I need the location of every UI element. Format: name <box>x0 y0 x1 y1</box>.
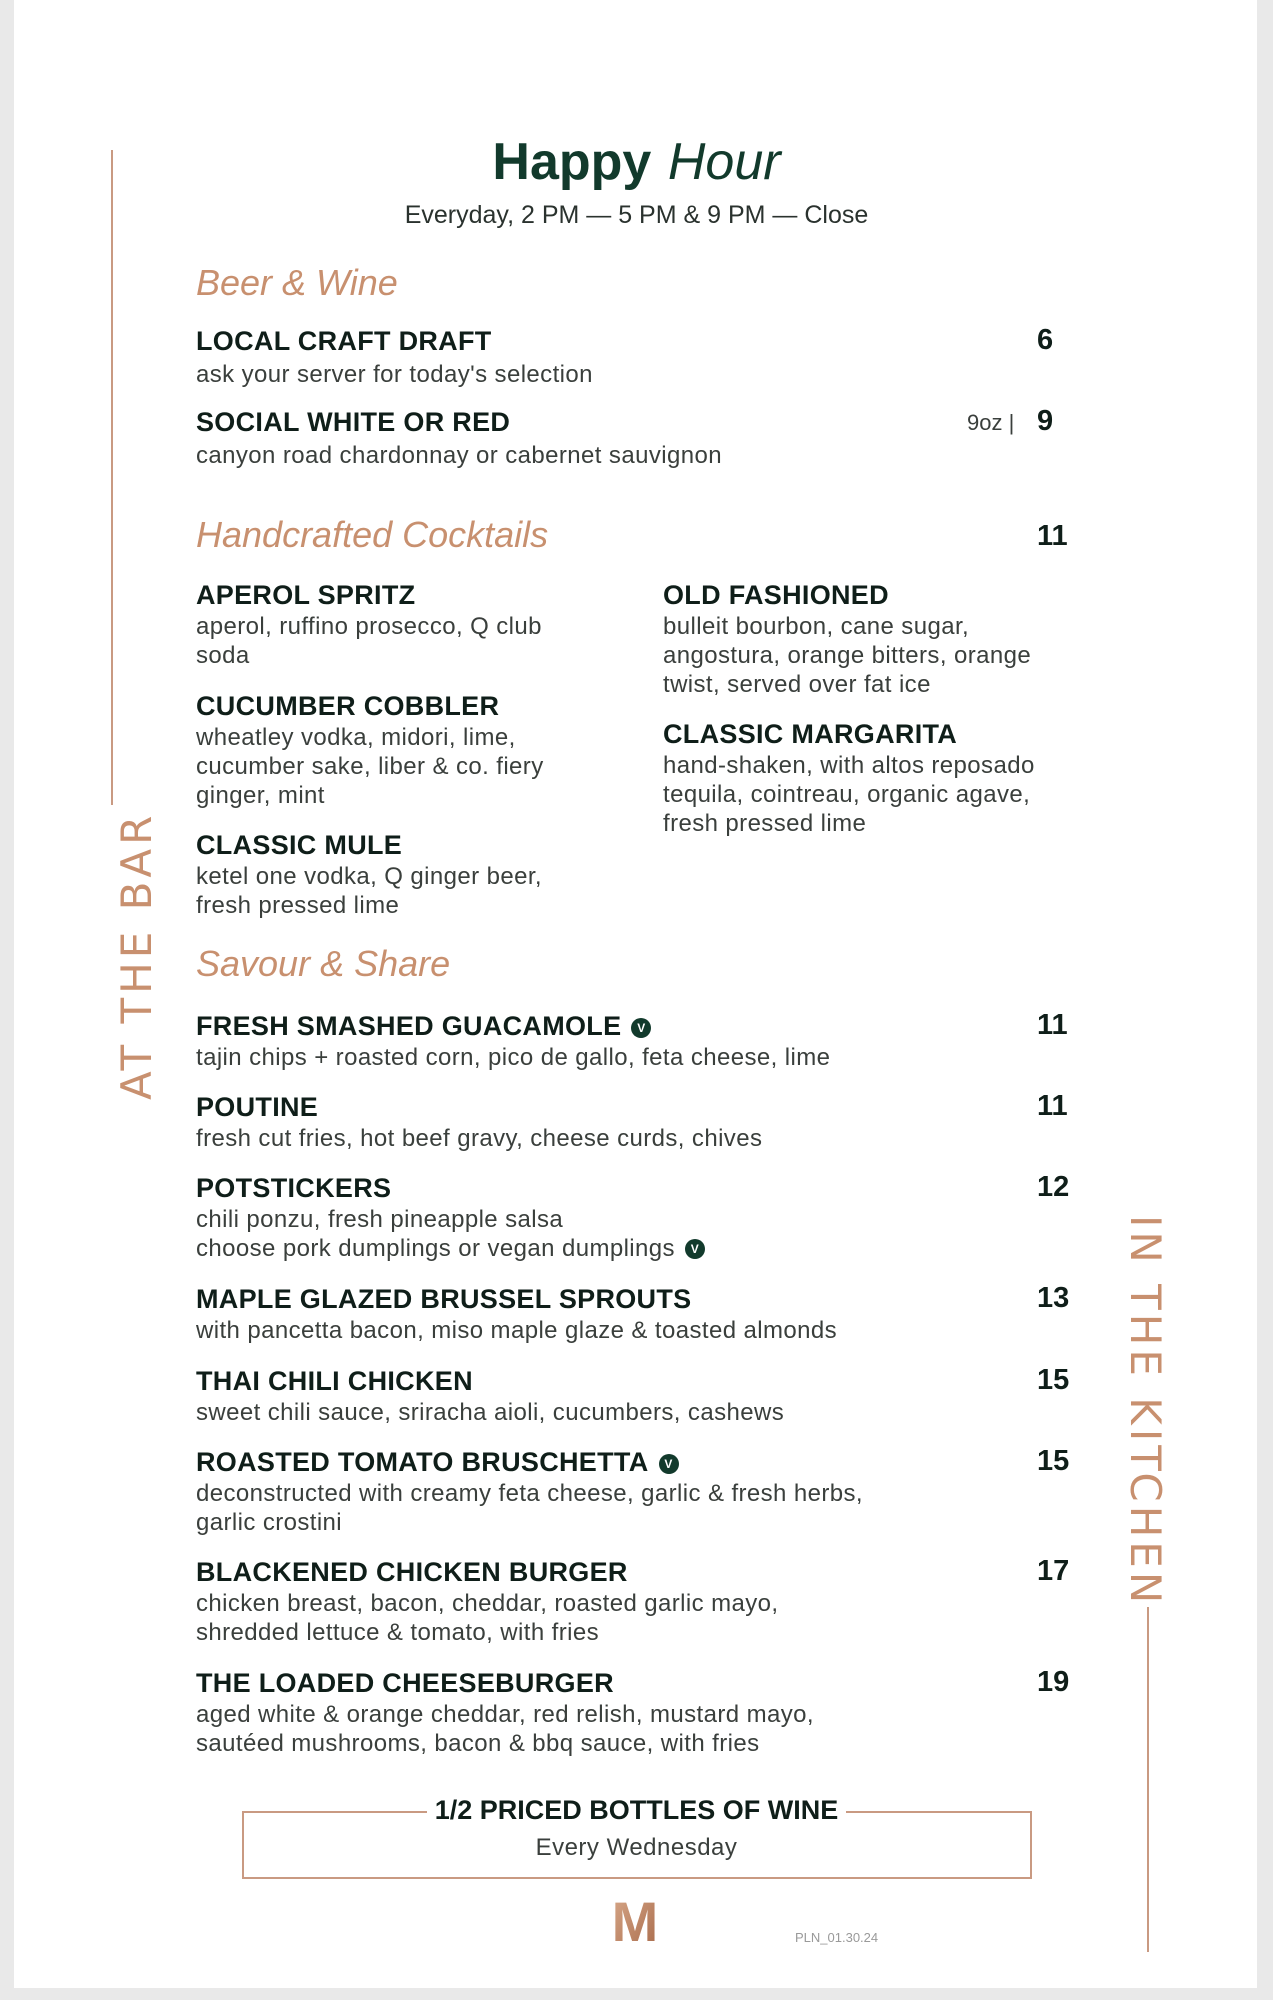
item-name: ROASTED TOMATO BRUSCHETTA V <box>196 1445 863 1479</box>
menu-item <box>196 828 596 920</box>
item-desc: with pancetta bacon, miso maple glaze & toasted almonds <box>196 1317 838 1344</box>
item-price: 19 <box>1037 1666 1070 1698</box>
menu-code: PLN_01.30.24 <box>795 1930 879 1945</box>
item-name: MAPLE GLAZED BRUSSEL SPROUTS <box>196 1284 692 1314</box>
menu-item <box>663 717 1083 838</box>
side-label-at-the-bar: AT THE BAR <box>112 811 161 1100</box>
item-price: 11 <box>1037 1090 1068 1122</box>
section-heading-savour-share: Savour & Share <box>196 943 451 984</box>
item-name: THAI CHILI CHICKEN <box>196 1366 473 1396</box>
item-name: APEROL SPRITZ <box>196 580 416 610</box>
side-label-in-the-kitchen: IN THE KITCHEN <box>1121 1215 1170 1608</box>
left-vertical-rule <box>111 150 113 805</box>
item-desc: deconstructed with creamy feta cheese, garlic & fresh herbs, <box>196 1480 863 1507</box>
menu-item <box>196 1171 705 1263</box>
promo-subtitle: Every Wednesday <box>535 1834 738 1861</box>
item-desc-line2: shredded lettuce & tomato, with fries <box>196 1619 599 1646</box>
item-price: 15 <box>1037 1445 1070 1477</box>
menu-item <box>663 578 1083 699</box>
item-desc-line2: garlic crostini <box>196 1509 343 1536</box>
menu-item <box>196 324 593 389</box>
item-name: FRESH SMASHED GUACAMOLE V <box>196 1009 830 1043</box>
menu-item <box>196 1282 837 1345</box>
title-italic: Hour <box>667 133 781 191</box>
section-heading-cocktails: Handcrafted Cocktails <box>196 514 549 555</box>
item-name: LOCAL CRAFT DRAFT <box>196 326 492 356</box>
menu-item <box>196 1090 762 1153</box>
item-price: 12 <box>1037 1171 1070 1203</box>
item-desc: wheatley vodka, midori, lime, cucumber sake, liber & co. fiery ginger, mint <box>196 724 544 809</box>
vegan-icon: V <box>659 1454 679 1474</box>
menu-item <box>196 1364 784 1427</box>
item-name: CLASSIC MARGARITA <box>663 719 958 749</box>
item-desc: aperol, ruffino prosecco, Q club soda <box>196 613 542 669</box>
cocktails-price: 11 <box>1037 520 1068 552</box>
item-desc: aged white & orange cheddar, red relish, mustard mayo, <box>196 1701 814 1728</box>
brand-logo <box>606 1893 664 1945</box>
item-name: CUCUMBER COBBLER <box>196 691 500 721</box>
page-title <box>0 132 1273 192</box>
item-name: CLASSIC MULE <box>196 830 403 860</box>
menu-item <box>196 578 596 670</box>
item-size: 9oz | <box>967 410 1015 435</box>
item-desc-line2: sautéed mushrooms, bacon & bbq sauce, with fries <box>196 1730 760 1757</box>
item-desc: canyon road chardonnay or cabernet sauvignon <box>196 442 722 469</box>
item-desc: fresh cut fries, hot beef gravy, cheese curds, chives <box>196 1125 763 1152</box>
vegan-icon: V <box>685 1239 705 1259</box>
vegan-icon: V <box>631 1018 651 1038</box>
item-desc: ask your server for today's selection <box>196 361 593 388</box>
item-name: POUTINE <box>196 1092 319 1122</box>
item-desc: sweet chili sauce, sriracha aioli, cucumbers, cashews <box>196 1399 785 1426</box>
menu-item <box>196 405 722 470</box>
promo-title: 1/2 PRICED BOTTLES OF WINE <box>434 1795 839 1825</box>
item-desc: chili ponzu, fresh pineapple salsa <box>196 1206 564 1233</box>
item-price: 17 <box>1037 1555 1070 1587</box>
menu-item <box>196 1009 830 1072</box>
menu-item <box>196 1555 778 1647</box>
section-heading-beer-wine: Beer & Wine <box>196 262 398 303</box>
menu-item <box>196 1445 863 1537</box>
item-price: 11 <box>1037 1009 1068 1041</box>
menu-item <box>196 689 596 810</box>
item-desc-line2: choose pork dumplings or vegan dumplings V <box>196 1234 705 1263</box>
hours-subtitle: Everyday, 2 PM — 5 PM & 9 PM — Close <box>404 201 869 229</box>
item-price: 9 <box>1037 405 1054 437</box>
item-name: THE LOADED CHEESEBURGER <box>196 1668 614 1698</box>
item-name: BLACKENED CHICKEN BURGER <box>196 1557 628 1587</box>
item-desc: ketel one vodka, Q ginger beer, fresh pressed lime <box>196 863 542 919</box>
item-price: 15 <box>1037 1364 1070 1396</box>
item-name: POTSTICKERS <box>196 1173 392 1203</box>
item-name: OLD FASHIONED <box>663 580 889 610</box>
item-desc: tajin chips + roasted corn, pico de gallo, feta cheese, lime <box>196 1044 831 1071</box>
item-desc: hand-shaken, with altos reposado tequila, cointreau, organic agave, fresh pressed lime <box>663 752 1035 837</box>
item-desc: bulleit bourbon, cane sugar, angostura, orange bitters, orange twist, served over fat ice <box>663 613 1032 698</box>
item-price: 13 <box>1037 1282 1070 1314</box>
item-price: 6 <box>1037 324 1054 356</box>
logo-letter: M <box>611 1893 659 1945</box>
menu-item <box>196 1666 814 1758</box>
item-desc: chicken breast, bacon, cheddar, roasted garlic mayo, <box>196 1590 779 1617</box>
item-name: SOCIAL WHITE OR RED <box>196 407 511 437</box>
right-vertical-rule <box>1147 1607 1149 1952</box>
title-bold: Happy <box>492 133 652 191</box>
